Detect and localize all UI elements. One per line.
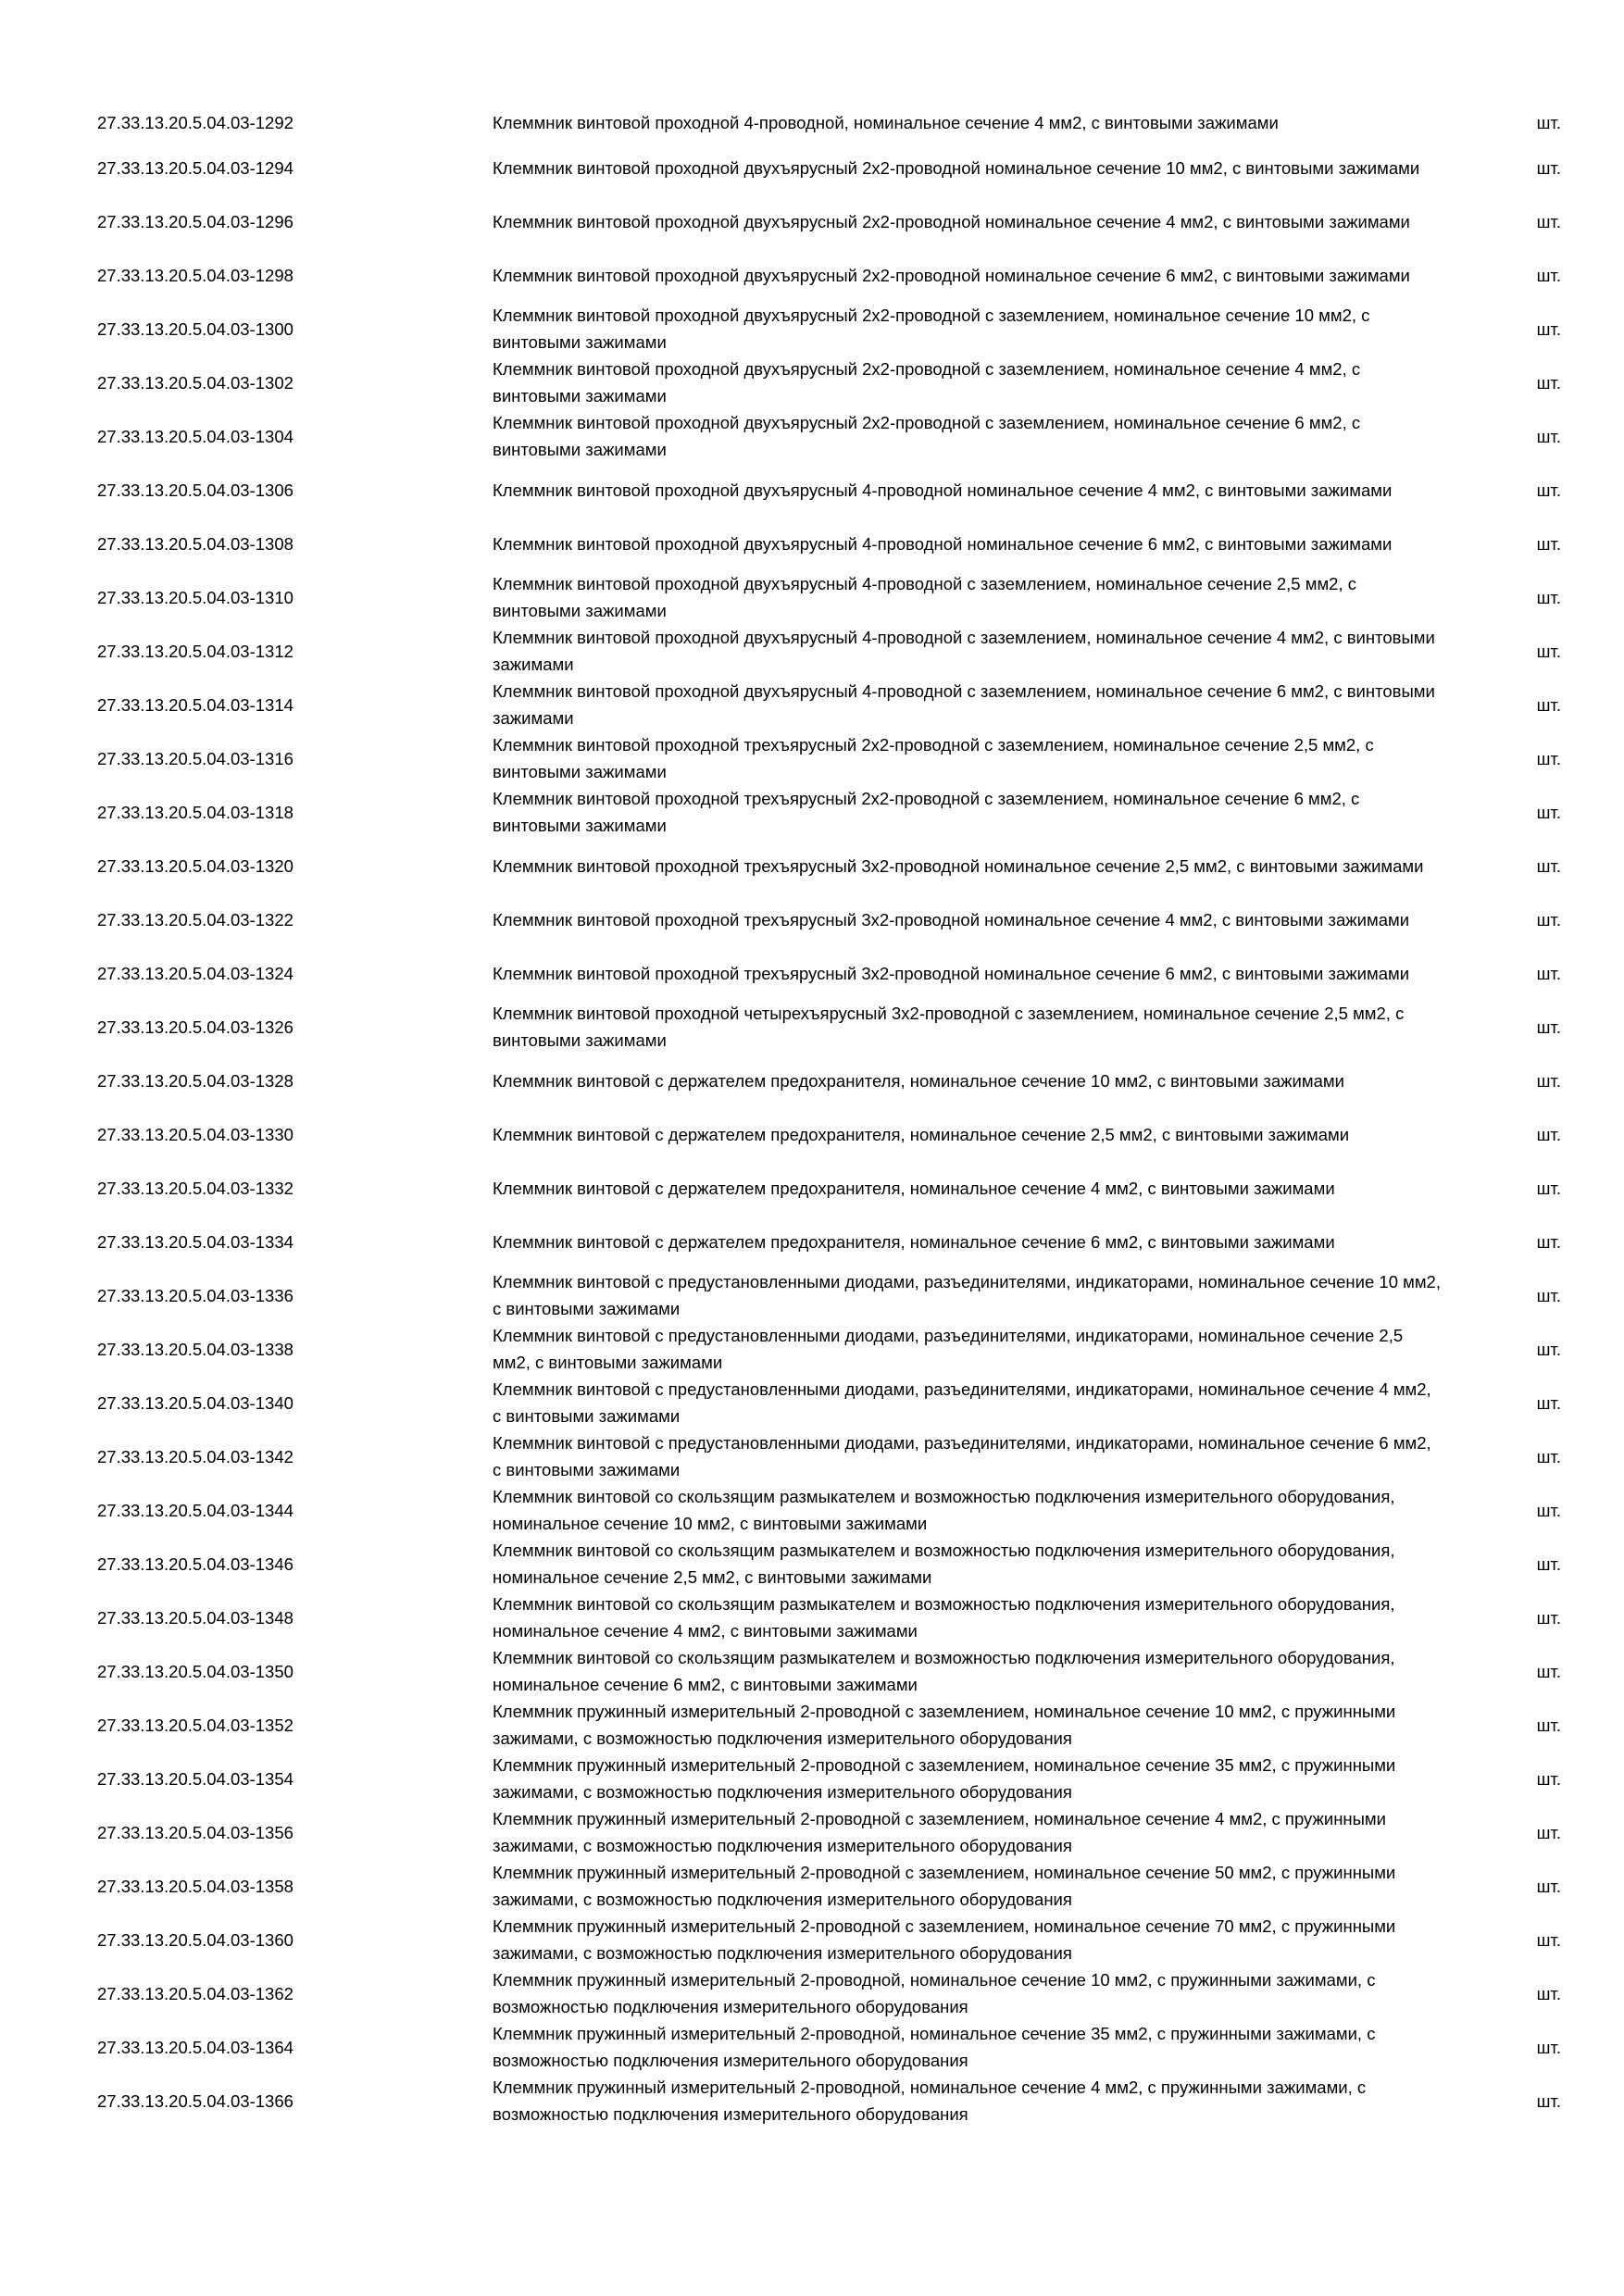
item-code: 27.33.13.20.5.04.03-1294	[97, 157, 294, 178]
table-row	[97, 1537, 1568, 1591]
table-body	[97, 104, 1568, 2128]
item-code: 27.33.13.20.5.04.03-1320	[97, 855, 294, 876]
table-row	[97, 570, 1568, 624]
item-unit: шт.	[1536, 1715, 1561, 1735]
table-row	[97, 248, 1568, 302]
table-row	[97, 785, 1568, 839]
item-description: Клеммник винтовой проходной двухъярусный 2х2-проводной с заземлением, номинальное сечение 4 мм2, с винтовыми зажимами	[493, 359, 1361, 406]
table-row	[97, 2020, 1568, 2074]
table-row	[97, 1054, 1568, 1107]
item-code: 27.33.13.20.5.04.03-1302	[97, 372, 294, 393]
item-unit: шт.	[1536, 372, 1561, 393]
item-description: Клеммник винтовой со скользящим размыкателем и возможностью подключения измерительного оборудования, номинальное сечение 4 мм2, с винтовыми зажимами	[493, 1594, 1395, 1641]
item-description: Клеммник винтовой проходной двухъярусный 2х2-проводной с заземлением, номинальное сечение 6 мм2, с винтовыми зажимами	[493, 413, 1361, 459]
item-code: 27.33.13.20.5.04.03-1306	[97, 480, 294, 500]
item-unit: шт.	[1536, 1876, 1561, 1896]
item-unit: шт.	[1536, 1768, 1561, 1789]
item-code: 27.33.13.20.5.04.03-1292	[97, 112, 294, 132]
item-description: Клеммник винтовой проходной двухъярусный 4-проводной номинальное сечение 6 мм2, с винтовыми зажимами	[493, 533, 1393, 554]
item-description: Клеммник пружинный измерительный 2-проводной с заземлением, номинальное сечение 50 мм2, с пружинными зажимами, с возможностью подключения измерительного оборудования	[493, 1863, 1396, 1909]
item-description: Клеммник винтовой с предустановленными диодами, разъединителями, индикаторами, номинальное сечение 4 мм2, с винтовыми зажимами	[493, 1379, 1431, 1426]
item-code: 27.33.13.20.5.04.03-1300	[97, 318, 294, 339]
item-description: Клеммник винтовой проходной 4-проводной, номинальное сечение 4 мм2, с винтовыми зажимами	[493, 112, 1279, 132]
item-description: Клеммник пружинный измерительный 2-проводной, номинальное сечение 4 мм2, с пружинными зажимами, с возможностью подключения измерительного оборудования	[493, 2078, 1367, 2124]
item-code: 27.33.13.20.5.04.03-1366	[97, 2090, 294, 2111]
item-description: Клеммник винтовой проходной трехъярусный 2х2-проводной с заземлением, номинальное сечение 2,5 мм2, с винтовыми зажимами	[493, 735, 1374, 781]
table-row	[97, 1591, 1568, 1644]
table-row	[97, 624, 1568, 678]
item-description: Клеммник винтовой проходной двухъярусный 2х2-проводной номинальное сечение 10 мм2, с винтовыми зажимами	[493, 157, 1420, 178]
table-row	[97, 463, 1568, 517]
item-code: 27.33.13.20.5.04.03-1352	[97, 1715, 294, 1735]
item-description: Клеммник винтовой с держателем предохранителя, номинальное сечение 10 мм2, с винтовыми зажимами	[493, 1070, 1344, 1091]
item-description: Клеммник винтовой проходной двухъярусный 4-проводной с заземлением, номинальное сечение 4 мм2, с винтовыми зажимами	[493, 628, 1435, 674]
item-unit: шт.	[1536, 1285, 1561, 1305]
item-code: 27.33.13.20.5.04.03-1314	[97, 694, 294, 715]
item-code: 27.33.13.20.5.04.03-1308	[97, 533, 294, 554]
table-row	[97, 1268, 1568, 1322]
item-unit: шт.	[1536, 1070, 1561, 1091]
item-description: Клеммник винтовой с предустановленными диодами, разъединителями, индикаторами, номинальное сечение 10 мм2, с винтовыми зажимами	[493, 1272, 1441, 1318]
table-row	[97, 1483, 1568, 1537]
item-code: 27.33.13.20.5.04.03-1338	[97, 1339, 294, 1359]
table-row	[97, 1805, 1568, 1859]
item-unit: шт.	[1536, 265, 1561, 285]
item-code: 27.33.13.20.5.04.03-1332	[97, 1178, 294, 1198]
item-unit: шт.	[1536, 909, 1561, 930]
table-row	[97, 2074, 1568, 2128]
table-row	[97, 1429, 1568, 1483]
item-code: 27.33.13.20.5.04.03-1318	[97, 802, 294, 822]
item-description: Клеммник пружинный измерительный 2-проводной, номинальное сечение 35 мм2, с пружинными зажимами, с возможностью подключения измерительного оборудования	[493, 2024, 1376, 2070]
item-unit: шт.	[1536, 112, 1561, 132]
item-description: Клеммник винтовой проходной трехъярусный 2х2-проводной с заземлением, номинальное сечение 6 мм2, с винтовыми зажимами	[493, 789, 1360, 835]
item-code: 27.33.13.20.5.04.03-1304	[97, 426, 294, 446]
item-unit: шт.	[1536, 1231, 1561, 1252]
table-row	[97, 1859, 1568, 1913]
item-description: Клеммник винтовой со скользящим размыкателем и возможностью подключения измерительного оборудования, номинальное сечение 10 мм2, с винтовыми зажимами	[493, 1487, 1395, 1533]
table-row	[97, 1644, 1568, 1698]
item-description: Клеммник винтовой проходной трехъярусный 3х2-проводной номинальное сечение 6 мм2, с винтовыми зажимами	[493, 963, 1410, 983]
item-description: Клеммник винтовой проходной двухъярусный 4-проводной номинальное сечение 4 мм2, с винтовыми зажимами	[493, 480, 1393, 500]
table-row	[97, 892, 1568, 946]
item-description: Клеммник винтовой проходной трехъярусный 3х2-проводной номинальное сечение 2,5 мм2, с винтовыми зажимами	[493, 855, 1424, 876]
item-unit: шт.	[1536, 1500, 1561, 1520]
table-row	[97, 1000, 1568, 1054]
item-unit: шт.	[1536, 2037, 1561, 2057]
table-row	[97, 839, 1568, 892]
item-unit: шт.	[1536, 694, 1561, 715]
item-code: 27.33.13.20.5.04.03-1350	[97, 1661, 294, 1681]
table-row	[97, 1215, 1568, 1268]
item-description: Клеммник винтовой со скользящим размыкателем и возможностью подключения измерительного оборудования, номинальное сечение 2,5 мм2, с винтовыми зажимами	[493, 1541, 1395, 1587]
item-unit: шт.	[1536, 1983, 1561, 2003]
item-code: 27.33.13.20.5.04.03-1298	[97, 265, 294, 285]
item-unit: шт.	[1536, 855, 1561, 876]
item-code: 27.33.13.20.5.04.03-1324	[97, 963, 294, 983]
table-row	[97, 1966, 1568, 2020]
item-unit: шт.	[1536, 1446, 1561, 1466]
item-code: 27.33.13.20.5.04.03-1346	[97, 1554, 294, 1574]
item-code: 27.33.13.20.5.04.03-1364	[97, 2037, 294, 2057]
table-row	[97, 1322, 1568, 1376]
item-description: Клеммник винтовой со скользящим размыкателем и возможностью подключения измерительного оборудования, номинальное сечение 6 мм2, с винтовыми зажимами	[493, 1648, 1395, 1694]
item-description: Клеммник винтовой проходной четырехъярусный 3х2-проводной с заземлением, номинальное сечение 2,5 мм2, с винтовыми зажимами	[493, 1004, 1405, 1050]
table-row	[97, 356, 1568, 409]
item-code: 27.33.13.20.5.04.03-1344	[97, 1500, 294, 1520]
table-row	[97, 302, 1568, 356]
item-description: Клеммник винтовой проходной трехъярусный 3х2-проводной номинальное сечение 4 мм2, с винтовыми зажимами	[493, 909, 1410, 930]
item-description: Клеммник винтовой проходной двухъярусный 2х2-проводной номинальное сечение 4 мм2, с винтовыми зажимами	[493, 211, 1410, 231]
table-row	[97, 1752, 1568, 1805]
item-unit: шт.	[1536, 1017, 1561, 1037]
item-description: Клеммник пружинный измерительный 2-проводной с заземлением, номинальное сечение 10 мм2, с пружинными зажимами, с возможностью подключения измерительного оборудования	[493, 1702, 1396, 1748]
item-unit: шт.	[1536, 318, 1561, 339]
item-code: 27.33.13.20.5.04.03-1342	[97, 1446, 294, 1466]
item-code: 27.33.13.20.5.04.03-1360	[97, 1929, 294, 1950]
item-description: Клеммник винтовой проходной двухъярусный 2х2-проводной номинальное сечение 6 мм2, с винтовыми зажимами	[493, 265, 1410, 285]
item-unit: шт.	[1536, 641, 1561, 661]
table-row	[97, 1376, 1568, 1429]
table-row	[97, 517, 1568, 570]
item-unit: шт.	[1536, 157, 1561, 178]
table-row	[97, 731, 1568, 785]
item-unit: шт.	[1536, 1554, 1561, 1574]
item-description: Клеммник винтовой с держателем предохранителя, номинальное сечение 4 мм2, с винтовыми зажимами	[493, 1178, 1335, 1198]
item-description: Клеммник винтовой проходной двухъярусный 4-проводной с заземлением, номинальное сечение 2,5 мм2, с винтовыми зажимами	[493, 574, 1356, 620]
item-description: Клеммник винтовой с держателем предохранителя, номинальное сечение 2,5 мм2, с винтовыми зажимами	[493, 1124, 1350, 1144]
item-unit: шт.	[1536, 2090, 1561, 2111]
item-description: Клеммник винтовой с предустановленными диодами, разъединителями, индикаторами, номинальное сечение 6 мм2, с винтовыми зажимами	[493, 1433, 1431, 1479]
item-unit: шт.	[1536, 533, 1561, 554]
item-description: Клеммник винтовой с предустановленными диодами, разъединителями, индикаторами, номинальное сечение 2,5 мм2, с винтовыми зажимами	[493, 1326, 1404, 1372]
table-row	[97, 141, 1568, 194]
item-code: 27.33.13.20.5.04.03-1296	[97, 211, 294, 231]
item-code: 27.33.13.20.5.04.03-1340	[97, 1392, 294, 1413]
item-code: 27.33.13.20.5.04.03-1358	[97, 1876, 294, 1896]
item-code: 27.33.13.20.5.04.03-1330	[97, 1124, 294, 1144]
price-table	[97, 104, 1568, 2128]
item-unit: шт.	[1536, 1822, 1561, 1842]
item-unit: шт.	[1536, 802, 1561, 822]
item-description: Клеммник пружинный измерительный 2-проводной с заземлением, номинальное сечение 70 мм2, с пружинными зажимами, с возможностью подключения измерительного оборудования	[493, 1916, 1396, 1963]
item-unit: шт.	[1536, 1392, 1561, 1413]
item-description: Клеммник пружинный измерительный 2-проводной, номинальное сечение 10 мм2, с пружинными зажимами, с возможностью подключения измерительного оборудования	[493, 1970, 1376, 2016]
item-unit: шт.	[1536, 1124, 1561, 1144]
table-row	[97, 1161, 1568, 1215]
item-unit: шт.	[1536, 211, 1561, 231]
item-unit: шт.	[1536, 1339, 1561, 1359]
table-row	[97, 194, 1568, 248]
table-row	[97, 678, 1568, 731]
item-code: 27.33.13.20.5.04.03-1354	[97, 1768, 294, 1789]
item-code: 27.33.13.20.5.04.03-1336	[97, 1285, 294, 1305]
item-unit: шт.	[1536, 1607, 1561, 1628]
table-row	[97, 409, 1568, 463]
table-row	[97, 1107, 1568, 1161]
item-code: 27.33.13.20.5.04.03-1334	[97, 1231, 294, 1252]
table-row	[97, 946, 1568, 1000]
item-code: 27.33.13.20.5.04.03-1326	[97, 1017, 294, 1037]
item-code: 27.33.13.20.5.04.03-1348	[97, 1607, 294, 1628]
item-unit: шт.	[1536, 1929, 1561, 1950]
item-unit: шт.	[1536, 480, 1561, 500]
item-unit: шт.	[1536, 1661, 1561, 1681]
item-description: Клеммник винтовой с держателем предохранителя, номинальное сечение 6 мм2, с винтовыми зажимами	[493, 1231, 1335, 1252]
item-description: Клеммник винтовой проходной двухъярусный 2х2-проводной с заземлением, номинальное сечение 10 мм2, с винтовыми зажимами	[493, 306, 1370, 352]
item-code: 27.33.13.20.5.04.03-1328	[97, 1070, 294, 1091]
item-code: 27.33.13.20.5.04.03-1362	[97, 1983, 294, 2003]
item-description: Клеммник винтовой проходной двухъярусный 4-проводной с заземлением, номинальное сечение 6 мм2, с винтовыми зажимами	[493, 681, 1435, 728]
item-unit: шт.	[1536, 587, 1561, 607]
item-unit: шт.	[1536, 1178, 1561, 1198]
table-row	[97, 104, 1568, 141]
item-unit: шт.	[1536, 963, 1561, 983]
item-description: Клеммник пружинный измерительный 2-проводной с заземлением, номинальное сечение 35 мм2, с пружинными зажимами, с возможностью подключения измерительного оборудования	[493, 1755, 1396, 1802]
item-code: 27.33.13.20.5.04.03-1316	[97, 748, 294, 768]
item-code: 27.33.13.20.5.04.03-1322	[97, 909, 294, 930]
table-row	[97, 1913, 1568, 1966]
item-description: Клеммник пружинный измерительный 2-проводной с заземлением, номинальное сечение 4 мм2, с пружинными зажимами, с возможностью подключения измерительного оборудования	[493, 1809, 1386, 1855]
item-code: 27.33.13.20.5.04.03-1356	[97, 1822, 294, 1842]
table-row	[97, 1698, 1568, 1752]
item-code: 27.33.13.20.5.04.03-1310	[97, 587, 294, 607]
item-code: 27.33.13.20.5.04.03-1312	[97, 641, 294, 661]
item-unit: шт.	[1536, 748, 1561, 768]
item-unit: шт.	[1536, 426, 1561, 446]
